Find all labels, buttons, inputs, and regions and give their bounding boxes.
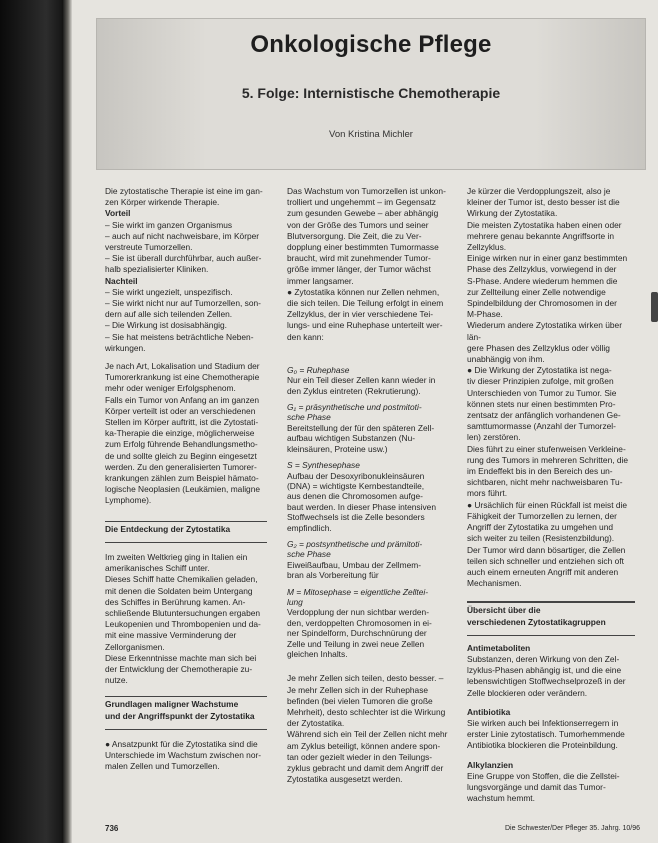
- header-box: [96, 18, 646, 170]
- vorteil-heading: Vorteil: [105, 208, 131, 219]
- column-2: [287, 186, 449, 785]
- phase-text: Eiweißaufbau, Umbau der Zellmem- bran als Vorbereitung für: [287, 559, 422, 581]
- phase-text: Bereitstellung der für den späteren Zell- aufbau wichtigen Substanzen (Nu- kleinsäuren, Proteine usw.): [287, 422, 435, 454]
- divider: [467, 635, 635, 636]
- section-heading-entdeckung: Die Entdeckung der Zytostatika: [105, 523, 231, 534]
- column-1: [105, 186, 267, 772]
- group-text: Substanzen, deren Wirkung von den Zel- lzyklus-Phasen abhängig ist, und die eine lebenswichtigen Stoffwechselprozeß in der Zelle blockieren oder verändern.: [467, 653, 626, 698]
- phase-text: Verdopplung der nun sichtbar werden- den, verdoppelten Chromosomen in ei- ner Spindelform, Durchschnürung der Zelle und Teilung in zwei neue Zellen gleichen Inhalts.: [287, 607, 432, 659]
- journal-footer: Die Schwester/Der Pfleger 35. Jahrg. 10/96: [504, 825, 640, 832]
- phase-item: [287, 587, 449, 660]
- intro-text: Die zytostatische Therapie ist eine im gan- zen Körper wirkende Therapie.: [105, 186, 263, 208]
- page-subtitle: 5. Folge: Internistische Chemotherapie: [241, 85, 501, 101]
- phase-text: Nur ein Teil dieser Zellen kann wieder in den Zyklus eintreten (Rekrutierung).: [287, 375, 436, 396]
- group-name: Alkylanzien: [467, 759, 514, 770]
- phase-item: [287, 539, 449, 581]
- author-line: Von Kristina Michler: [329, 129, 413, 140]
- divider: [105, 542, 267, 543]
- phase-item: [287, 365, 449, 396]
- phase-term: G₀ = Ruhephase: [287, 364, 350, 375]
- phase-term: G₂ = postsynthetische und prämitoti- sche Phase: [287, 538, 423, 560]
- group-text: Eine Gruppe von Stoffen, die die Zellstei- lungsvorgänge und damit das Tumor- wachstum hemmt.: [467, 770, 620, 804]
- cell-division-text: Je mehr Zellen sich teilen, desto besser. – Je mehr Zellen sich in der Ruhephase befinden (bei vielen Tumoren die große Mehrheit), desto schlechter ist die Wirkung der Zytostatika. Während sich ein Teil der Zellen nicht mehr am Zyklus beteiligt, können andere spon- tan oder gezielt wieder in den Teilungs- zyklus gebracht und damit dem Angriff der Zytostatika ausgesetzt werden.: [287, 673, 448, 785]
- group-text: Sie wirken auch bei Infektionserregern in erster Linie zytostatisch. Tumorhemmende Antibiotika blockieren die Proteinbildung.: [467, 717, 625, 751]
- overview-heading: Übersicht über die verschiedenen Zytostatikagruppen: [467, 605, 606, 627]
- cell-growth-text: Das Wachstum von Tumorzellen ist unkon- trolliert und ungehemmt – im Gegensatz zum gesunden Gewebe – aber abhängig von der Größe des Tumors und seiner Blutversorgung. Die Zeit, die zu Ver- dopplung einer bestimmten Tumormasse braucht, wird mit zunehmender Tumor- größe immer länger, der Tumor wächst immer langsamer. ● Zytostatika können nur Zellen nehmen, die sich teilen. Die Teilung erfolgt in einem Zellzyklus, der in vier verschiedene Tei- lungs- und eine Ruhephase unterteilt wer- den kann:: [287, 186, 446, 342]
- divider: [105, 521, 267, 522]
- group-name: Antibiotika: [467, 706, 511, 717]
- nachteil-list: – Sie wirkt ungezielt, unspezifisch. – Sie wirkt nicht nur auf Tumorzellen, son- dern auf alle sich teilenden Zellen. – Die Wirkung ist dosisabhängig. – Sie hat meistens beträchtliche Neben- wirkungen.: [105, 286, 261, 353]
- group-name: Antimetaboliten: [467, 642, 531, 653]
- zytostatika-effect-text: Je kürzer die Verdopplungszeit, also je kleiner der Tumor ist, desto besser ist die Wirkung der Zytostatika. Die meisten Zytostatika haben einen oder mehrere genau bekannte Angriffsorte in Zellzyklus. Einige wirken nur in einer ganz bestimmten Phase des Zellzyklus, vorwiegend in der S-Phase. Andere wiederum hemmen die zur Zellteilung einer Zelle notwendige Spindelbildung der Chromosomen in der M-Phase. Wiederum andere Zytostatika wirken über län- gere Phasen des Zellzyklus oder völlig unabhängig von ihm. ● Die Wirkung der Zytostatika ist nega- tiv dieser Prinzipien zufolge, mit großen Unterschieden von Tumor zu Tumor. Sie können stets nur einen bestimmten Pro- zentsatz der anfänglich vorhandenen Ge- samttumormasse (Anzahl der Tumorzel- len) zerstören. Dies führt zu einer stufenweisen Verkleine- rung des Tumors in mehreren Schritten, die im Endeffekt bis in den Bereich des un- sichtbaren, nicht mehr nachweisbaren Tu- mors führt. ● Ursächlich für einen Rückfall ist meist die Fähigkeit der Tumorzellen zu lernen, der Angriff der Zytostatika zu umgehen und sich weiter zu teilen (Resistenzbildung). Der Tumor wird dann bösartiger, die Zellen teilen sich schneller und entziehen sich oft auch einem erneuten Angriff mit anderen Mechanismen.: [467, 186, 629, 589]
- nachteil-heading: Nachteil: [105, 275, 138, 286]
- page-curl: [62, 0, 72, 843]
- divider: [467, 601, 635, 603]
- section-text-grundlagen: ● Ansatzpunkt für die Zytostatika sind die Unterschiede im Wachstum zwischen nor- malen Zellen und Tumorzellen.: [105, 738, 262, 772]
- column-3: [467, 186, 635, 804]
- page-number: 736: [105, 824, 119, 833]
- phase-term: G₁ = präsynthetische und postmitoti- sche Phase: [287, 402, 422, 423]
- body-text: Je nach Art, Lokalisation und Stadium der Tumorerkrankung ist eine Chemotherapie mehr oder weniger Erfolgsphenom. Falls ein Tumor von Anfang an im ganzen Körper verteilt ist oder an verschiedenen Stellen im Körper auftritt, ist die Zytostati- ka-Therapie die einzige, möglicherweise zum Erfolg führende Behandlungsmetho- de und sollte gleich zu Beginn eingesetzt werden. Zu den generalisierten Tumorer- krankungen zählen zum Beispiel hämato- logische Neoplasien (Leukämien, maligne Lymphome).: [105, 361, 261, 506]
- section-heading-grundlagen: Grundlagen maligner Wachstume und der Angriffspunkt der Zytostatika: [105, 699, 255, 721]
- section-text-entdeckung: Im zweiten Weltkrieg ging in Italien ein amerikanisches Schiff unter. Dieses Schiff hatte Chemikalien geladen, mit denen die Soldaten beim Untergang des Schiffes in Berührung kamen. An- schließende Blutuntersuchungen ergaben Leukopenien und Thrombopenien und da- mit eine massive Verminderung der Zellorganismen. Diese Erkenntnisse machte man sich bei der Entwicklung der Chemotherapie zu- nutze.: [105, 551, 261, 686]
- page-tab: [651, 292, 658, 322]
- vorteil-list: – Sie wirkt im ganzen Organismus – auch auf nicht nachweisbare, im Körper verstreute Tumorzellen. – Sie ist überall durchführbar, auch außer- halb spezialisierter Kliniken.: [105, 219, 262, 275]
- phase-text: Aufbau der Desoxyribonukleinsäuren (DNA) = wichtigste Kernbestandteile, aus denen die Chromosomen aufge- baut werden. In dieser Phase intensiven Stoffwechsels ist die Zelle besonders empfindlich.: [287, 470, 436, 533]
- phase-list: [287, 365, 449, 660]
- divider: [105, 696, 267, 697]
- phase-item: [287, 460, 449, 533]
- phase-item: [287, 402, 449, 454]
- phase-term: M = Mitosephase = eigentliche Zelltei- lung: [287, 586, 429, 607]
- divider: [105, 729, 267, 730]
- book-spine: [0, 0, 66, 843]
- phase-term: S = Synthesephase: [287, 460, 360, 471]
- page-title: Onkologische Pflege: [250, 31, 492, 58]
